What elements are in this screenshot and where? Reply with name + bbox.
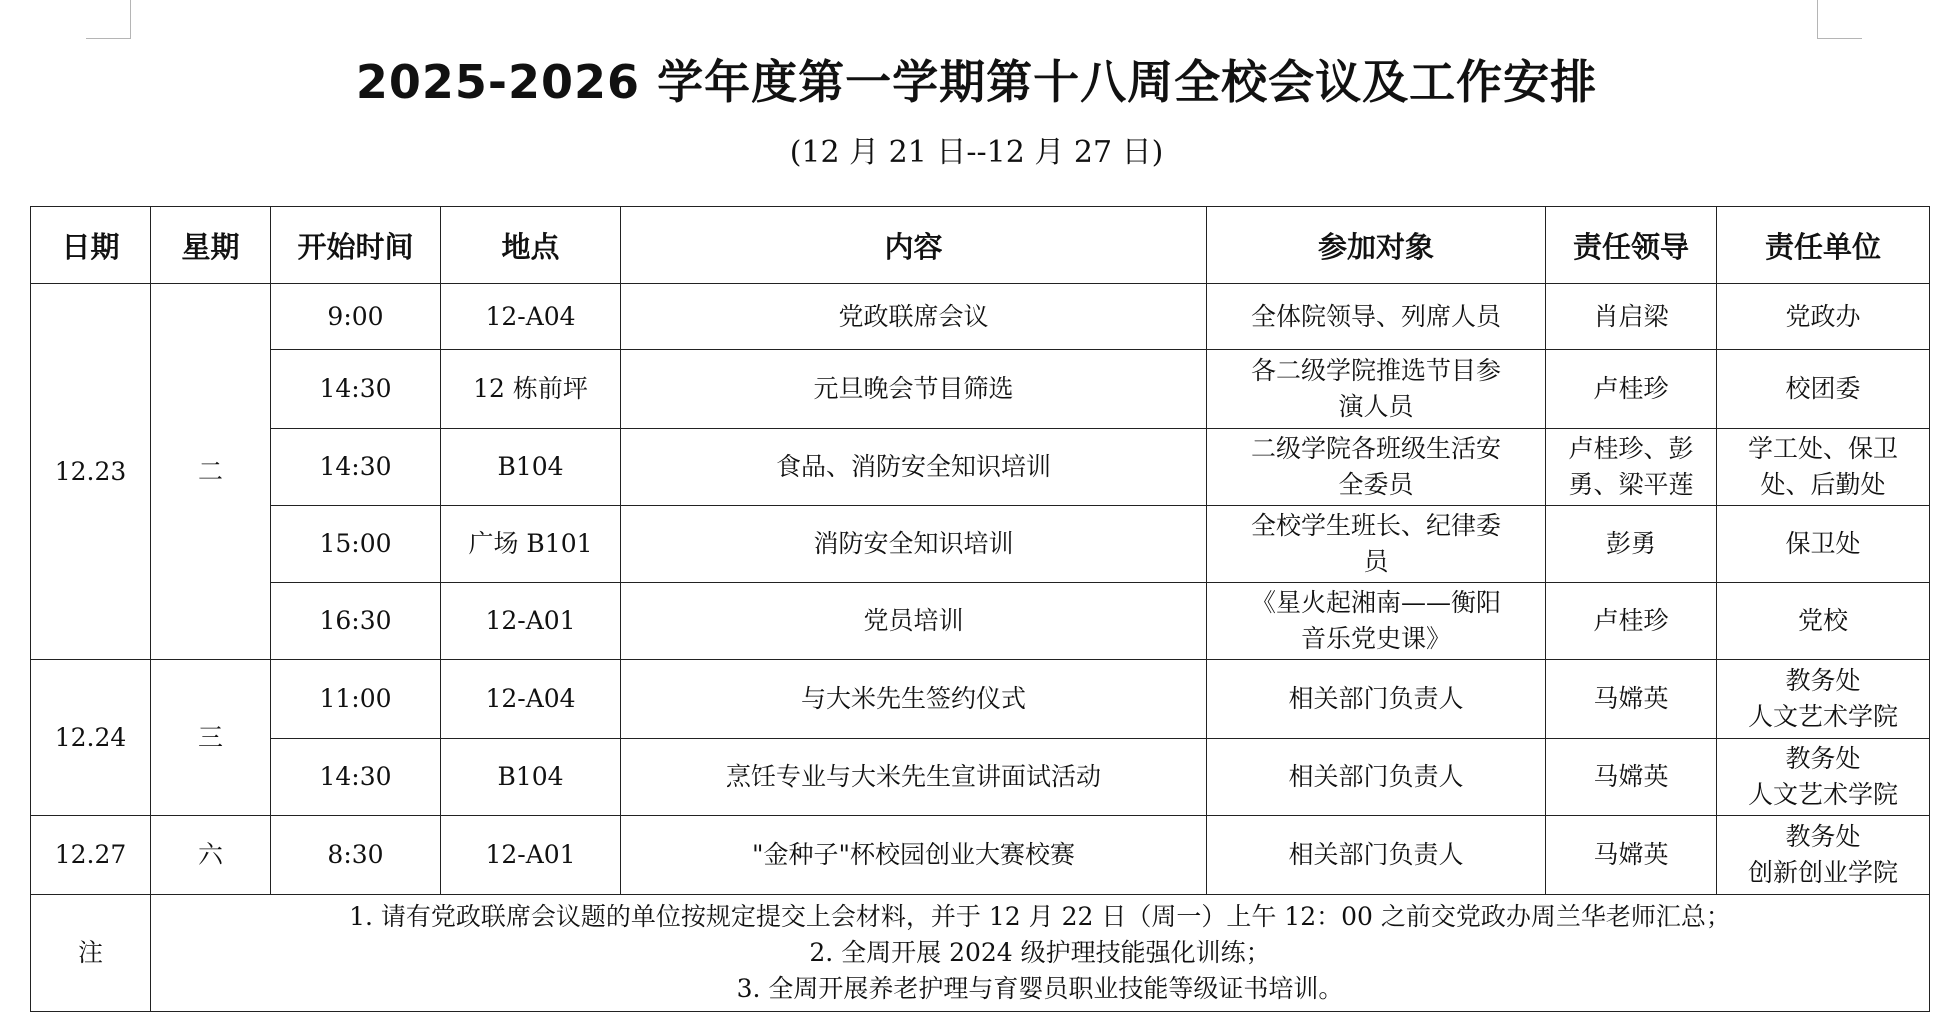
header-row xyxy=(31,207,1930,284)
attendees-cell xyxy=(1207,583,1546,660)
table-row xyxy=(31,816,1930,895)
leader-cell-line: 彭勇 xyxy=(1605,529,1656,558)
notes-label: 注 xyxy=(31,895,151,1012)
unit-cell-line: 处、后勤处 xyxy=(1760,470,1886,499)
location-cell: 12-A01 xyxy=(441,583,621,660)
unit-cell-line: 创新创业学院 xyxy=(1747,858,1898,887)
leader-cell-line: 卢桂珍、彭 xyxy=(1568,434,1694,463)
attendees-cell xyxy=(1207,350,1546,429)
page-subtitle: (12 月 21 日--12 月 27 日) xyxy=(789,135,1164,170)
unit-cell xyxy=(1717,506,1930,583)
attendees-cell-line: 音乐党史课》 xyxy=(1300,624,1451,653)
note-item: 3. 全周开展养老护理与育婴员职业技能等级证书培训。 xyxy=(736,974,1344,1003)
unit-cell-line: 党政办 xyxy=(1785,301,1861,331)
attendees-cell xyxy=(1207,506,1546,583)
unit-cell-line: 学工处、保卫 xyxy=(1747,434,1898,463)
attendees-cell-line: 二级学院各班级生活安 xyxy=(1250,434,1501,463)
location-cell: B104 xyxy=(441,739,621,816)
date-cell: 12.23 xyxy=(31,284,151,660)
table-row xyxy=(31,660,1930,739)
leader-cell xyxy=(1546,816,1717,895)
leader-cell xyxy=(1546,350,1717,429)
notes-row xyxy=(31,895,1930,1012)
header-attendees: 参加对象 xyxy=(1207,207,1546,284)
attendees-cell-line: 《星火起湘南——衡阳 xyxy=(1250,588,1501,617)
time-cell: 9:00 xyxy=(271,284,441,350)
leader-cell-line: 卢桂珍 xyxy=(1593,606,1669,635)
leader-cell xyxy=(1546,739,1717,816)
date-cell: 12.24 xyxy=(31,660,151,816)
unit-cell xyxy=(1717,739,1930,816)
header-leader: 责任领导 xyxy=(1546,207,1717,284)
time-cell: 11:00 xyxy=(271,660,441,739)
unit-cell xyxy=(1717,429,1930,506)
notes-body xyxy=(151,895,1930,1012)
location-cell: 12 栋前坪 xyxy=(441,350,621,429)
unit-cell-line: 保卫处 xyxy=(1785,529,1861,558)
unit-cell-line: 党校 xyxy=(1797,606,1848,635)
content-cell: 党政联席会议 xyxy=(621,284,1207,350)
weekday-cell: 二 xyxy=(151,284,271,660)
table-row xyxy=(31,583,1930,660)
attendees-cell xyxy=(1207,284,1546,350)
header-unit: 责任单位 xyxy=(1717,207,1930,284)
leader-cell-line: 卢桂珍 xyxy=(1593,374,1669,403)
unit-cell xyxy=(1717,816,1930,895)
attendees-cell-line: 演人员 xyxy=(1338,392,1414,421)
content-cell: 消防安全知识培训 xyxy=(621,506,1207,583)
location-cell: 广场 B101 xyxy=(441,506,621,583)
content-cell: 与大米先生签约仪式 xyxy=(621,660,1207,739)
attendees-cell-line: 全校学生班长、纪律委 xyxy=(1250,511,1501,540)
location-cell: B104 xyxy=(441,429,621,506)
unit-cell xyxy=(1717,660,1930,739)
attendees-cell-line: 相关部门负责人 xyxy=(1288,840,1464,869)
table-row xyxy=(31,506,1930,583)
leader-cell xyxy=(1546,429,1717,506)
note-item: 1. 请有党政联席会议题的单位按规定提交上会材料，并于 12 月 22 日（周一）上午 12：00 之前交党政办周兰华老师汇总； xyxy=(349,902,1731,931)
table-row xyxy=(31,429,1930,506)
unit-cell xyxy=(1717,583,1930,660)
unit-cell-line: 教务处 xyxy=(1785,822,1861,851)
location-cell: 12-A01 xyxy=(441,816,621,895)
unit-cell-line: 教务处 xyxy=(1785,666,1861,695)
page-corner-mark-left xyxy=(86,0,131,39)
unit-cell xyxy=(1717,350,1930,429)
leader-cell-line: 勇、梁平莲 xyxy=(1568,470,1694,499)
content-cell: "金种子"杯校园创业大赛校赛 xyxy=(621,816,1207,895)
page-corner-mark-right xyxy=(1817,0,1862,39)
leader-cell-line: 马嫦英 xyxy=(1593,840,1669,869)
leader-cell-line: 马嫦英 xyxy=(1593,762,1669,791)
leader-cell xyxy=(1546,583,1717,660)
weekday-cell: 三 xyxy=(151,660,271,816)
schedule-table xyxy=(30,206,1930,1012)
time-cell: 8:30 xyxy=(271,816,441,895)
time-cell: 14:30 xyxy=(271,739,441,816)
attendees-cell-line: 相关部门负责人 xyxy=(1288,684,1464,713)
leader-cell-line: 肖启梁 xyxy=(1593,301,1669,331)
attendees-cell-line: 相关部门负责人 xyxy=(1288,762,1464,791)
attendees-cell-line: 全体院领导、列席人员 xyxy=(1250,301,1501,331)
leader-cell xyxy=(1546,506,1717,583)
header-weekday: 星期 xyxy=(151,207,271,284)
leader-cell xyxy=(1546,284,1717,350)
unit-cell-line: 人文艺术学院 xyxy=(1747,702,1898,731)
unit-cell-line: 教务处 xyxy=(1785,744,1861,773)
time-cell: 14:30 xyxy=(271,429,441,506)
unit-cell-line: 人文艺术学院 xyxy=(1747,780,1898,809)
table-row xyxy=(31,739,1930,816)
weekday-cell: 六 xyxy=(151,816,271,895)
attendees-cell-line: 各二级学院推选节目参 xyxy=(1250,356,1501,385)
table-row xyxy=(31,350,1930,429)
leader-cell-line: 马嫦英 xyxy=(1593,684,1669,713)
unit-cell-line: 校团委 xyxy=(1785,374,1861,403)
date-cell: 12.27 xyxy=(31,816,151,895)
time-cell: 14:30 xyxy=(271,350,441,429)
header-date: 日期 xyxy=(31,207,151,284)
content-cell: 烹饪专业与大米先生宣讲面试活动 xyxy=(621,739,1207,816)
content-cell: 元旦晚会节目筛选 xyxy=(621,350,1207,429)
time-cell: 15:00 xyxy=(271,506,441,583)
unit-cell xyxy=(1717,284,1930,350)
attendees-cell xyxy=(1207,429,1546,506)
location-cell: 12-A04 xyxy=(441,660,621,739)
leader-cell xyxy=(1546,660,1717,739)
attendees-cell xyxy=(1207,660,1546,739)
page-title: 2025-2026 学年度第一学期第十八周全校会议及工作安排 xyxy=(355,55,1598,109)
content-cell: 党员培训 xyxy=(621,583,1207,660)
attendees-cell-line: 全委员 xyxy=(1338,470,1414,499)
header-content: 内容 xyxy=(621,207,1207,284)
schedule-body xyxy=(31,284,1930,1012)
table-row xyxy=(31,284,1930,350)
attendees-cell xyxy=(1207,816,1546,895)
content-cell: 食品、消防安全知识培训 xyxy=(621,429,1207,506)
note-item: 2. 全周开展 2024 级护理技能强化训练； xyxy=(809,938,1271,967)
time-cell: 16:30 xyxy=(271,583,441,660)
header-location: 地点 xyxy=(441,207,621,284)
attendees-cell xyxy=(1207,739,1546,816)
attendees-cell-line: 员 xyxy=(1363,547,1389,576)
location-cell: 12-A04 xyxy=(441,284,621,350)
header-start-time: 开始时间 xyxy=(271,207,441,284)
